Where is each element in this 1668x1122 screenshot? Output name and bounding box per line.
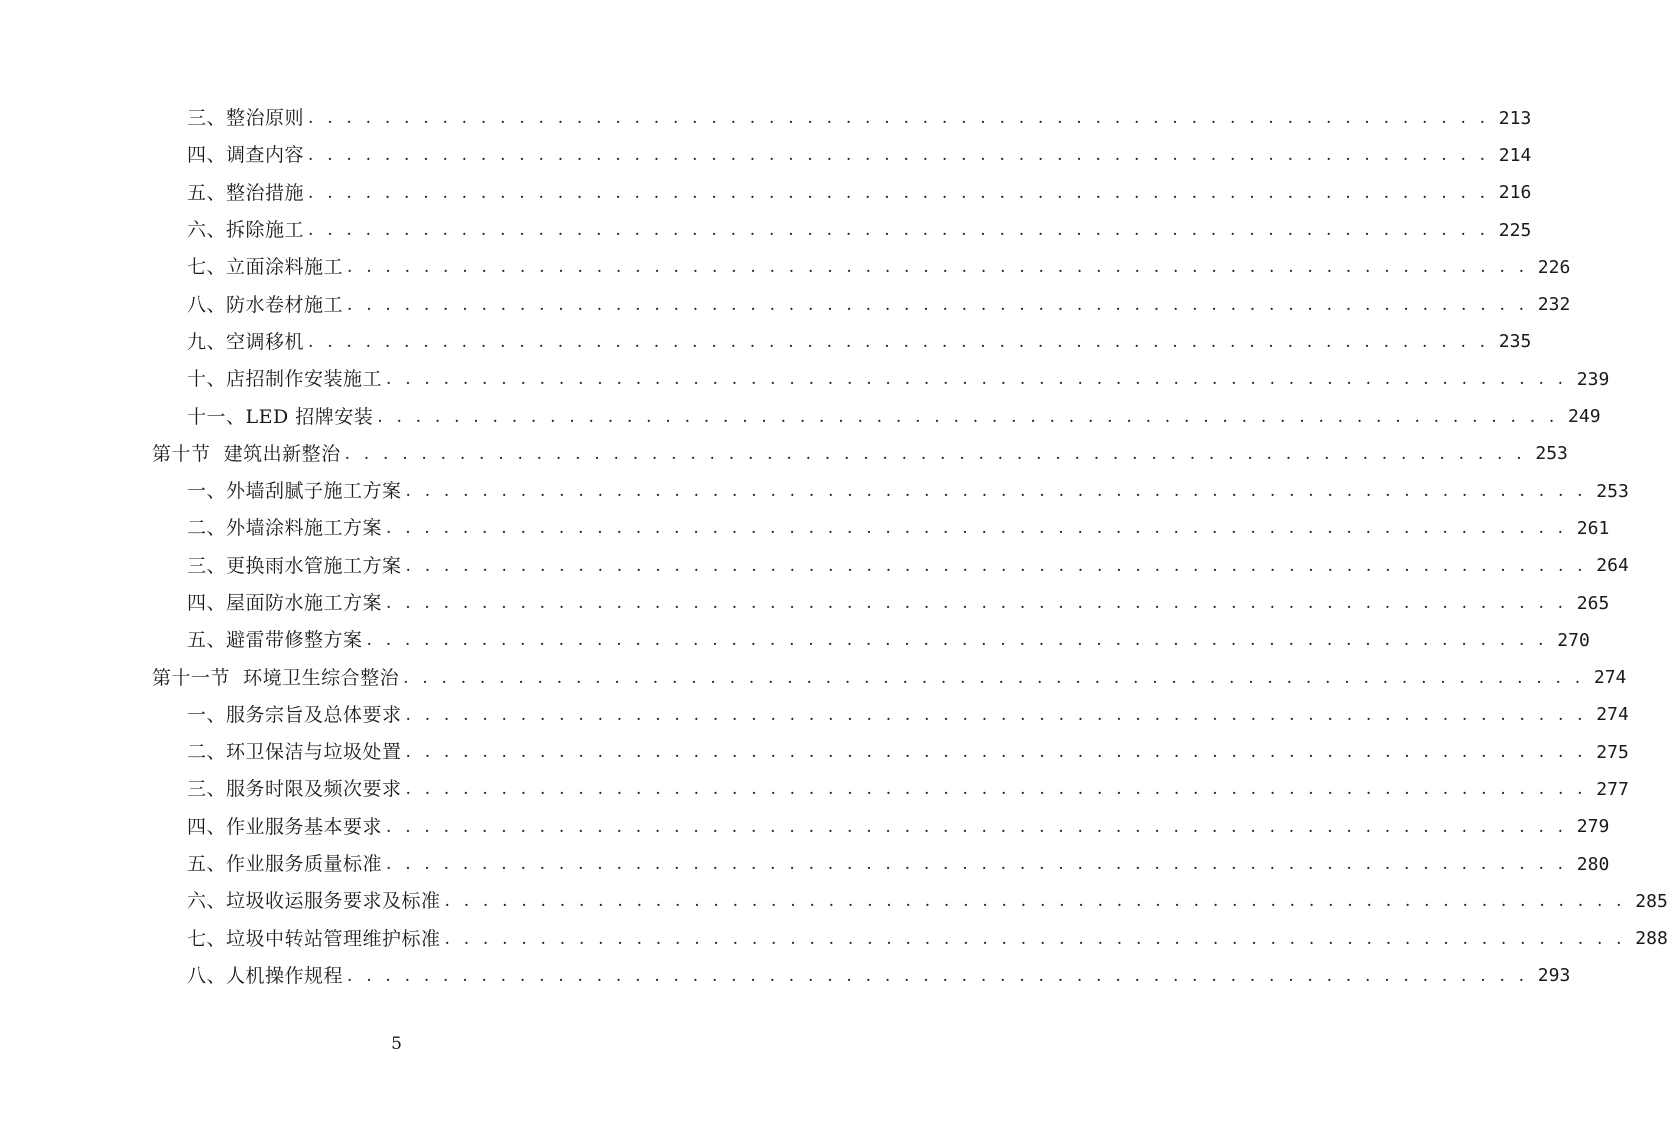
toc-dot-leader: . . . . . . . . . . . . . . . . . . . . . . . . . . . . . . . . . . . . . . . . . . . . . . . . . . . . . . . . . . . . . .	[308, 145, 1490, 166]
toc-entry[interactable]	[0, 585, 1610, 622]
toc-dot-leader: . . . . . . . . . . . . . . . . . . . . . . . . . . . . . . . . . . . . . . . . . . . . . . . . . . . . . . . . . . . . . .	[386, 369, 1568, 390]
toc-entry-page: 261	[1576, 517, 1610, 539]
toc-entry[interactable]	[0, 697, 1629, 734]
toc-entry[interactable]	[0, 809, 1610, 846]
toc-entry[interactable]	[0, 100, 1532, 137]
toc-entry-page: 277	[1596, 778, 1629, 800]
toc-dot-leader: . . . . . . . . . . . . . . . . . . . . . . . . . . . . . . . . . . . . . . . . . . . . . . . . . . . . . . . . . . . . . .	[308, 220, 1490, 241]
toc-entry[interactable]	[0, 510, 1610, 547]
toc-dot-leader: . . . . . . . . . . . . . . . . . . . . . . . . . . . . . . . . . . . . . . . . . . . . . . . . . . . . . . . . . . . . . .	[405, 779, 1587, 800]
toc-dot-leader: . . . . . . . . . . . . . . . . . . . . . . . . . . . . . . . . . . . . . . . . . . . . . . . . . . . . . . . . . . . . . .	[444, 891, 1626, 912]
toc-entry-title: 五、作业服务质量标准	[187, 853, 383, 876]
toc-entry[interactable]	[0, 921, 1668, 958]
toc-entry[interactable]	[0, 436, 1568, 473]
toc-dot-leader: . . . . . . . . . . . . . . . . . . . . . . . . . . . . . . . . . . . . . . . . . . . . . . . . . . . . . . . . . . . . . .	[344, 443, 1526, 464]
toc-entry-title: 五、避雷带修整方案	[187, 629, 363, 652]
toc-dot-leader: . . . . . . . . . . . . . . . . . . . . . . . . . . . . . . . . . . . . . . . . . . . . . . . . . . . . . . . . . . . . . .	[308, 182, 1490, 203]
toc-entry[interactable]	[0, 883, 1668, 920]
toc-entry-page: 274	[1593, 667, 1627, 689]
toc-entry-page: 279	[1576, 816, 1610, 838]
toc-dot-leader: . . . . . . . . . . . . . . . . . . . . . . . . . . . . . . . . . . . . . . . . . . . . . . . . . . . . . . . . . . . . . .	[405, 481, 1587, 502]
toc-entry-title: 一、外墙刮腻子施工方案	[187, 480, 402, 503]
toc-entry-page: 216	[1498, 182, 1532, 204]
toc-entry-title: 八、人机操作规程	[187, 964, 344, 987]
toc-entry[interactable]	[0, 249, 1571, 286]
toc-entry[interactable]	[0, 137, 1532, 174]
toc-entry[interactable]	[0, 175, 1532, 212]
table-of-contents	[0, 100, 1668, 995]
toc-dot-leader: . . . . . . . . . . . . . . . . . . . . . . . . . . . . . . . . . . . . . . . . . . . . . . . . . . . . . . . . . . . . . .	[366, 630, 1548, 651]
toc-entry[interactable]	[0, 659, 1627, 696]
toc-entry[interactable]	[0, 622, 1590, 659]
toc-dot-leader: . . . . . . . . . . . . . . . . . . . . . . . . . . . . . . . . . . . . . . . . . . . . . . . . . . . . . . . . . . . . . .	[386, 518, 1568, 539]
toc-entry-page: 275	[1596, 741, 1629, 763]
toc-entry-title: 七、垃圾中转站管理维护标准	[187, 927, 441, 950]
toc-entry-page: 239	[1576, 368, 1610, 390]
toc-entry-page: 293	[1537, 965, 1571, 987]
toc-dot-leader: . . . . . . . . . . . . . . . . . . . . . . . . . . . . . . . . . . . . . . . . . . . . . . . . . . . . . . . . . . . . . .	[405, 704, 1587, 725]
toc-entry-title: 一、服务宗旨及总体要求	[187, 703, 402, 726]
toc-entry[interactable]	[0, 734, 1629, 771]
toc-entry[interactable]	[0, 212, 1532, 249]
toc-entry-title: 三、服务时限及频次要求	[187, 778, 402, 801]
toc-dot-leader: . . . . . . . . . . . . . . . . . . . . . . . . . . . . . . . . . . . . . . . . . . . . . . . . . . . . . . . . . . . . . .	[386, 593, 1568, 613]
toc-entry-title: 五、整治措施	[187, 181, 305, 204]
toc-entry-title: 八、防水卷材施工	[187, 293, 344, 316]
toc-entry-title: 第十一节 环境卫生综合整治	[152, 666, 400, 689]
toc-entry-page: 213	[1498, 107, 1532, 129]
toc-entry-title: 三、更换雨水管施工方案	[187, 554, 402, 577]
toc-entry[interactable]	[0, 473, 1629, 510]
toc-entry-title: 九、空调移机	[187, 330, 305, 353]
toc-entry-title: 四、屋面防水施工方案	[187, 592, 383, 614]
toc-entry-page: 235	[1498, 331, 1532, 353]
toc-entry[interactable]	[0, 286, 1571, 323]
toc-entry[interactable]	[0, 361, 1610, 398]
toc-dot-leader: . . . . . . . . . . . . . . . . . . . . . . . . . . . . . . . . . . . . . . . . . . . . . . . . . . . . . . . . . . . . . .	[308, 331, 1490, 352]
toc-entry-title: 十、店招制作安装施工	[187, 368, 383, 391]
toc-entry-page: 253	[1535, 443, 1568, 465]
toc-entry-page: 214	[1498, 144, 1532, 166]
toc-entry-title: 第十节 建筑出新整治	[152, 442, 341, 465]
toc-entry-title: 十一、LED 招牌安装	[187, 405, 374, 428]
toc-dot-leader: . . . . . . . . . . . . . . . . . . . . . . . . . . . . . . . . . . . . . . . . . . . . . . . . . . . . . . . . . . . . . .	[347, 294, 1529, 315]
toc-entry[interactable]	[0, 548, 1629, 585]
toc-entry-page: 226	[1537, 256, 1571, 278]
toc-entry-title: 六、拆除施工	[187, 219, 305, 242]
toc-entry[interactable]	[0, 324, 1532, 361]
toc-entry-title: 六、垃圾收运服务要求及标准	[187, 890, 441, 913]
toc-entry-title: 七、立面涂料施工	[187, 256, 344, 279]
toc-entry[interactable]	[0, 398, 1601, 435]
toc-entry-title: 四、作业服务基本要求	[187, 815, 383, 838]
toc-dot-leader: . . . . . . . . . . . . . . . . . . . . . . . . . . . . . . . . . . . . . . . . . . . . . . . . . . . . . . . . . . . . . .	[405, 742, 1587, 763]
toc-entry[interactable]	[0, 846, 1610, 883]
toc-dot-leader: . . . . . . . . . . . . . . . . . . . . . . . . . . . . . . . . . . . . . . . . . . . . . . . . . . . . . . . . . . . . . .	[403, 667, 1585, 688]
toc-entry[interactable]	[0, 771, 1629, 808]
toc-entry-page: 280	[1576, 853, 1610, 875]
toc-dot-leader: . . . . . . . . . . . . . . . . . . . . . . . . . . . . . . . . . . . . . . . . . . . . . . . . . . . . . . . . . . . . . .	[386, 854, 1568, 875]
toc-dot-leader: . . . . . . . . . . . . . . . . . . . . . . . . . . . . . . . . . . . . . . . . . . . . . . . . . . . . . . . . . . . . . .	[347, 257, 1529, 278]
toc-entry-page: 225	[1498, 219, 1532, 241]
toc-dot-leader: . . . . . . . . . . . . . . . . . . . . . . . . . . . . . . . . . . . . . . . . . . . . . . . . . . . . . . . . . . . . . .	[308, 108, 1490, 129]
toc-dot-leader: . . . . . . . . . . . . . . . . . . . . . . . . . . . . . . . . . . . . . . . . . . . . . . . . . . . . . . . . . . . . . .	[386, 816, 1568, 837]
toc-entry-title: 四、调查内容	[187, 144, 305, 167]
toc-entry-title: 三、整治原则	[187, 107, 305, 130]
toc-entry-title: 二、环卫保洁与垃圾处置	[187, 741, 402, 764]
toc-entry-page: 253	[1596, 480, 1629, 502]
toc-entry-page: 232	[1537, 294, 1571, 316]
toc-entry-page: 249	[1568, 406, 1601, 428]
toc-dot-leader: . . . . . . . . . . . . . . . . . . . . . . . . . . . . . . . . . . . . . . . . . . . . . . . . . . . . . . . . . . . . . .	[405, 555, 1587, 576]
toc-entry-page: 288	[1635, 928, 1668, 950]
toc-dot-leader: . . . . . . . . . . . . . . . . . . . . . . . . . . . . . . . . . . . . . . . . . . . . . . . . . . . . . . . . . . . . . .	[444, 928, 1626, 949]
toc-entry-page: 270	[1557, 629, 1590, 651]
toc-entry-page: 274	[1596, 704, 1629, 726]
toc-entry-page: 264	[1596, 555, 1629, 577]
toc-entry[interactable]	[0, 958, 1571, 995]
toc-entry-title: 二、外墙涂料施工方案	[187, 517, 383, 540]
toc-entry-page: 265	[1576, 592, 1610, 614]
toc-entry-page: 285	[1635, 890, 1668, 912]
toc-dot-leader: . . . . . . . . . . . . . . . . . . . . . . . . . . . . . . . . . . . . . . . . . . . . . . . . . . . . . . . . . . . . . .	[377, 406, 1559, 427]
page-number: 5	[391, 1034, 402, 1054]
toc-dot-leader: . . . . . . . . . . . . . . . . . . . . . . . . . . . . . . . . . . . . . . . . . . . . . . . . . . . . . . . . . . . . . .	[347, 965, 1529, 986]
